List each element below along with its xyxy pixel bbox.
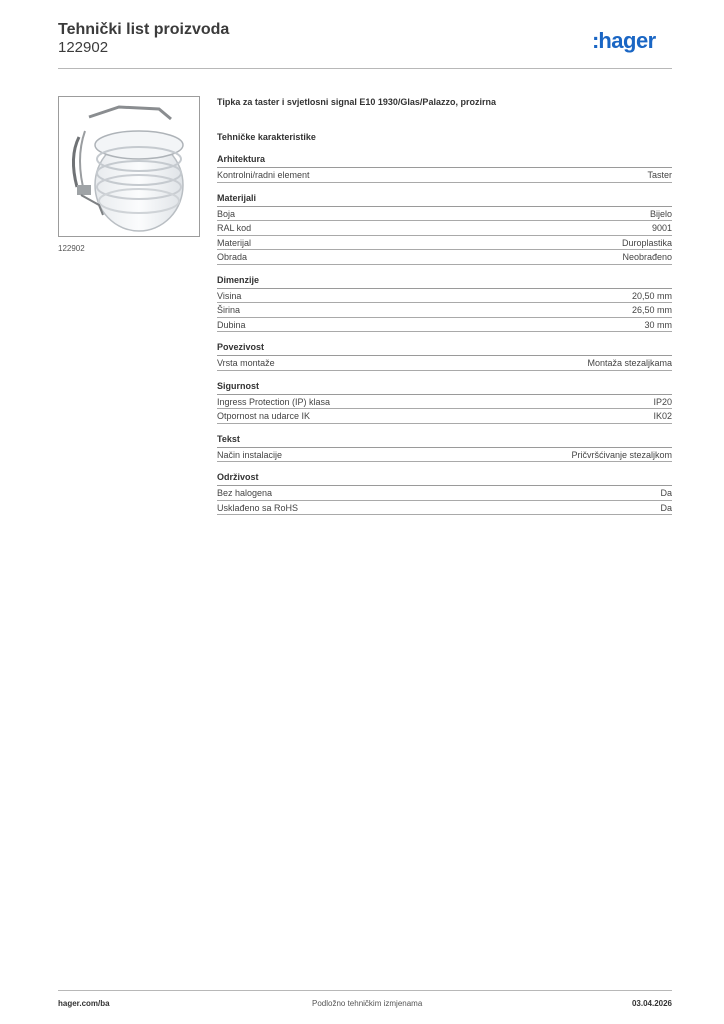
group-title: Materijali (217, 192, 672, 207)
logo-text: hager (598, 28, 656, 53)
header-divider (58, 68, 672, 69)
product-title: Tipka za taster i svjetlosni signal E10 1930/Glas/Palazzo, prozirna (217, 97, 496, 107)
footer-date: 03.04.2026 (631, 999, 672, 1008)
spec-value: Duroplastika (621, 237, 672, 248)
footer-website: hager.com/ba (58, 999, 110, 1008)
product-code: 122902 (58, 39, 109, 56)
section-title: Tehničke karakteristike (217, 132, 316, 142)
spec-value: Pričvršćivanje stezaljkom (571, 449, 672, 460)
spec-label: Usklađeno sa RoHS (217, 502, 299, 513)
spec-value: Bijelo (649, 208, 672, 219)
spec-label: Visina (217, 290, 242, 301)
spec-row (217, 448, 672, 463)
spec-label: Obrada (217, 252, 248, 262)
spec-label: Boja (217, 208, 236, 219)
spec-label: Otpornost na udarce IK (217, 411, 311, 421)
spec-label: Način instalacije (217, 449, 283, 460)
group-title: Tekst (217, 433, 672, 448)
spec-value: Da (660, 488, 672, 498)
spec-value: 20,50 mm (631, 290, 672, 301)
spec-row (217, 303, 672, 318)
spec-value: Neobrađeno (622, 252, 672, 262)
spec-label: Kontrolni/radni element (217, 170, 310, 180)
spec-label: Ingress Protection (IP) klasa (217, 396, 331, 407)
spec-row (217, 236, 672, 251)
product-photo-icon (59, 97, 199, 236)
footer-note: Podložno tehničkim izmjenama (312, 999, 423, 1008)
spec-value: 9001 (651, 223, 672, 233)
spec-label: Dubina (217, 319, 246, 330)
spec-value: IK02 (653, 411, 672, 421)
spec-label: RAL kod (217, 223, 252, 233)
group-title: Sigurnost (217, 380, 672, 395)
spec-row (217, 318, 672, 333)
spec-row (217, 289, 672, 304)
group-title: Održivost (217, 471, 672, 486)
spec-row (217, 356, 672, 371)
spec-row (217, 409, 672, 424)
spec-value: Da (660, 502, 672, 513)
spec-row (217, 250, 672, 265)
group-title: Dimenzije (217, 274, 672, 289)
spec-row (217, 207, 672, 222)
spec-label: Materijal (217, 237, 252, 248)
group-title: Arhitektura (217, 153, 672, 168)
hager-logo (592, 28, 656, 54)
spec-value: IP20 (653, 396, 672, 407)
spec-row (217, 501, 672, 516)
spec-value: 30 mm (644, 319, 672, 330)
spec-value: Taster (647, 170, 672, 180)
spec-row (217, 486, 672, 501)
spec-row (217, 221, 672, 236)
spec-groups (217, 153, 672, 515)
spec-label: Bez halogena (217, 488, 273, 498)
image-caption: 122902 (58, 244, 85, 253)
footer-divider (58, 990, 672, 991)
spec-row (217, 395, 672, 410)
spec-value: 26,50 mm (631, 305, 672, 315)
spec-content (217, 97, 672, 515)
spec-label: Vrsta montaže (217, 358, 275, 368)
page-title: Tehnički list proizvoda (58, 21, 230, 38)
spec-row (217, 168, 672, 183)
spec-value: Montaža stezaljkama (587, 358, 672, 368)
spec-label: Širina (217, 305, 241, 315)
logo-dots: : (592, 28, 598, 53)
product-image (58, 96, 200, 237)
group-title: Povezivost (217, 341, 672, 356)
